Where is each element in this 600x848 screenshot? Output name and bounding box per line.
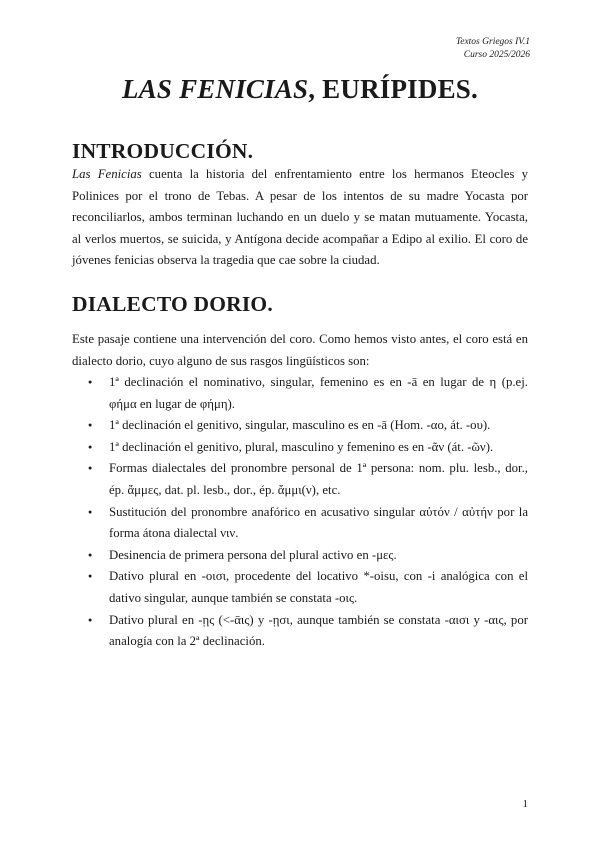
list-item: ● 1ª declinación el genitivo, singular, masculino es en -ā (Hom. -αο, át. -ου).: [72, 415, 528, 437]
list-item: ● 1ª declinación el nominativo, singular, femenino es en -ā en lugar de η (p.ej. φήμα en lugar de φήμη).: [72, 372, 528, 415]
course-year: Curso 2025/2026: [463, 50, 530, 60]
list-item: ● Sustitución del pronombre anafórico en acusativo singular αὐτόν / αὐτήν por la forma átona dialectal νιν.: [72, 502, 528, 545]
intro-text: cuenta la historia del enfrentamiento entre los hermanos Eteocles y Polinices por el trono de Tebas. A pesar de los intentos de su madre Yocasta por reconciliarlos, ambos terminan luchando en un duelo y se matan mutuamente. Yocasta, al verlos muertos, se suicida, y Antígona decide acompañar a Edipo al exilio. El coro de jóvenes fenicias observa la tragedia que cae sobre la ciudad.: [72, 167, 528, 268]
list-item: ● Dativo plural en -οισι, procedente del locativo *-oisu, con -i analógica con el dativo singular, aunque también se constata -οις.: [72, 566, 528, 609]
document-header-meta: [456, 36, 530, 62]
intro-heading: INTRODUCCIÓN.: [72, 139, 254, 163]
page-number: 1: [522, 798, 528, 810]
intro-paragraph: [72, 164, 528, 272]
title-author: , EURÍPIDES.: [308, 74, 478, 104]
list-item: ● Dativo plural en -ῃς (<-ᾱις) y -ῃσι, aunque también se constata -αισι y -αις, por analogía con la 2ª declinación.: [72, 610, 528, 653]
course-code: Textos Griegos IV.1: [455, 37, 530, 47]
dialect-lead-paragraph: Este pasaje contiene una intervención del coro. Como hemos visto antes, el coro está en dialecto dorio, cuyo alguno de sus rasgos lingüísticos son:: [72, 332, 528, 368]
list-item: ● 1ª declinación el genitivo, plural, masculino y femenino es en -ᾶν (át. -ῶν).: [72, 437, 528, 459]
intro-work-reference: Las Fenicias: [72, 167, 142, 181]
document-title: [0, 74, 600, 105]
dialect-features-list: [72, 372, 528, 653]
list-item: ● Desinencia de primera persona del plural activo en -μες.: [72, 545, 528, 567]
title-work-name: LAS FENICIAS: [122, 74, 309, 104]
list-item: ● Formas dialectales del pronombre personal de 1ª persona: nom. plu. lesb., dor., ép. ἄμμες, dat. pl. lesb., dor., ép. ἄμμι(ν), etc.: [72, 458, 528, 501]
dialect-heading: DIALECTO DORIO.: [72, 292, 273, 316]
